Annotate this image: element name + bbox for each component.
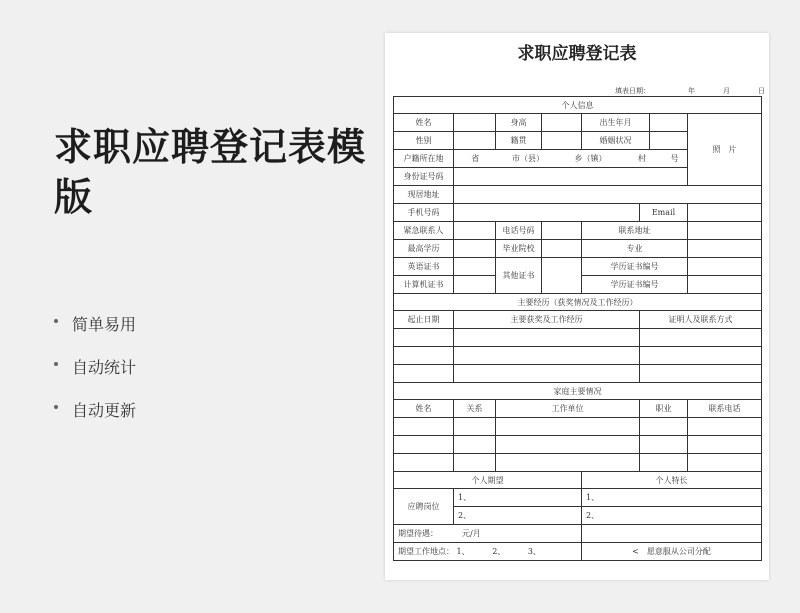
label-eng-cert: 英语证书: [394, 258, 454, 276]
label-origin: 籍贯: [496, 132, 542, 150]
feature-item: [54, 312, 136, 355]
section-family: 家庭主要情况: [394, 383, 762, 400]
col-family-phone: 联系电话: [688, 400, 762, 418]
field-id[interactable]: [454, 168, 688, 186]
section-strength: 个人特长: [582, 472, 762, 489]
fill-date-label: 填表日期：: [615, 87, 650, 95]
registration-table: [393, 96, 762, 561]
table-row[interactable]: [394, 329, 762, 347]
label-birth: 出生年月: [582, 114, 650, 132]
col-family-rel: 关系: [454, 400, 496, 418]
feature-label: 简单易用: [72, 315, 137, 334]
section-experience: 主要经历（获奖情况及工作经历）: [394, 294, 762, 311]
label-phone: 电话号码: [496, 222, 542, 240]
label-mobile: 手机号码: [394, 204, 454, 222]
field-address[interactable]: [454, 186, 762, 204]
field-phone[interactable]: [542, 222, 582, 240]
field-strength-1[interactable]: 1、: [582, 489, 762, 507]
label-education: 最高学历: [394, 240, 454, 258]
col-detail: 主要获奖及工作经历: [454, 311, 640, 329]
label-major: 专业: [582, 240, 688, 258]
col-family-job: 职业: [640, 400, 688, 418]
label-hukou: 户籍所在地: [394, 150, 454, 168]
field-eng-cert[interactable]: [454, 258, 496, 276]
section-expectation: 个人期望: [394, 472, 582, 489]
field-comp-cert[interactable]: [454, 276, 496, 294]
field-contact-addr[interactable]: [688, 222, 762, 240]
field-emergency[interactable]: [454, 222, 496, 240]
table-row[interactable]: [394, 418, 762, 436]
bullet-icon: [54, 405, 58, 409]
location-2: 2、: [492, 547, 506, 556]
addr-province: 省: [471, 154, 480, 163]
label-emergency: 紧急联系人: [394, 222, 454, 240]
label-address: 现居地址: [394, 186, 454, 204]
section-personal: 个人信息: [394, 97, 762, 114]
label-edu-cert-no: 学历证书编号: [582, 258, 688, 276]
col-family-unit: 工作单位: [496, 400, 640, 418]
salary-unit: 元/月: [462, 529, 481, 538]
table-row[interactable]: [394, 365, 762, 383]
col-family-name: 姓名: [394, 400, 454, 418]
col-ref: 证明人及联系方式: [640, 311, 762, 329]
label-comp-cert: 计算机证书: [394, 276, 454, 294]
field-height[interactable]: [542, 114, 582, 132]
label-salary: 期望待遇：: [398, 529, 438, 538]
feature-label: 自动更新: [72, 401, 137, 420]
label-email: Email: [640, 204, 688, 222]
label-degree-cert-no: 学历证书编号: [582, 276, 688, 294]
label-school: 毕业院校: [496, 240, 542, 258]
field-marital[interactable]: [650, 132, 688, 150]
table-row[interactable]: [394, 454, 762, 472]
label-other-cert: 其他证书: [496, 258, 542, 294]
feature-list: [54, 312, 136, 441]
field-hukou[interactable]: [454, 150, 688, 168]
field-origin[interactable]: [542, 132, 582, 150]
label-contact-addr: 联系地址: [582, 222, 688, 240]
field-education[interactable]: [454, 240, 496, 258]
location-1: 1、: [456, 547, 470, 556]
table-row[interactable]: [394, 347, 762, 365]
label-marital: 婚姻状况: [582, 132, 650, 150]
fill-date-month: 月: [723, 87, 730, 95]
location-3: 3、: [527, 547, 541, 556]
addr-city: 市（县）: [511, 154, 544, 163]
label-position: 应聘岗位: [394, 489, 454, 525]
label-id: 身份证号码: [394, 168, 454, 186]
addr-town: 乡（镇）: [574, 154, 607, 163]
bullet-icon: [54, 362, 58, 366]
label-location: 期望工作地点：: [398, 547, 454, 556]
feature-label: 自动统计: [72, 358, 137, 377]
page-title: 求职应聘登记表模版: [54, 125, 367, 219]
addr-village: 村: [638, 154, 647, 163]
field-strength-2[interactable]: 2、: [582, 507, 762, 525]
label-name: 姓名: [394, 114, 454, 132]
bullet-icon: [54, 319, 58, 323]
field-assign[interactable]: < 愿意服从公司分配: [582, 543, 762, 561]
addr-number: 号: [670, 154, 679, 163]
fill-date: [615, 86, 765, 96]
label-gender: 性别: [394, 132, 454, 150]
field-school[interactable]: [542, 240, 582, 258]
field-major[interactable]: [688, 240, 762, 258]
col-date: 起止日期: [394, 311, 454, 329]
photo-box[interactable]: 照 片: [688, 114, 762, 186]
label-height: 身高: [496, 114, 542, 132]
field-edu-cert-no[interactable]: [688, 258, 762, 276]
fill-date-day: 日: [758, 87, 765, 95]
field-salary[interactable]: [394, 525, 582, 543]
feature-item: [54, 355, 136, 398]
field-location[interactable]: [394, 543, 582, 561]
feature-item: [54, 398, 136, 441]
field-email[interactable]: [688, 204, 762, 222]
field-gender[interactable]: [454, 132, 496, 150]
form-title: 求职应聘登记表: [517, 44, 637, 64]
form-preview: [385, 33, 769, 580]
field-position-2[interactable]: 2、: [454, 507, 582, 525]
field-name[interactable]: [454, 114, 496, 132]
field-mobile[interactable]: [454, 204, 640, 222]
field-position-1[interactable]: 1、: [454, 489, 582, 507]
field-degree-cert-no[interactable]: [688, 276, 762, 294]
fill-date-year: 年: [688, 87, 695, 95]
table-row[interactable]: [394, 436, 762, 454]
field-other-cert[interactable]: [542, 258, 582, 294]
field-birth[interactable]: [650, 114, 688, 132]
